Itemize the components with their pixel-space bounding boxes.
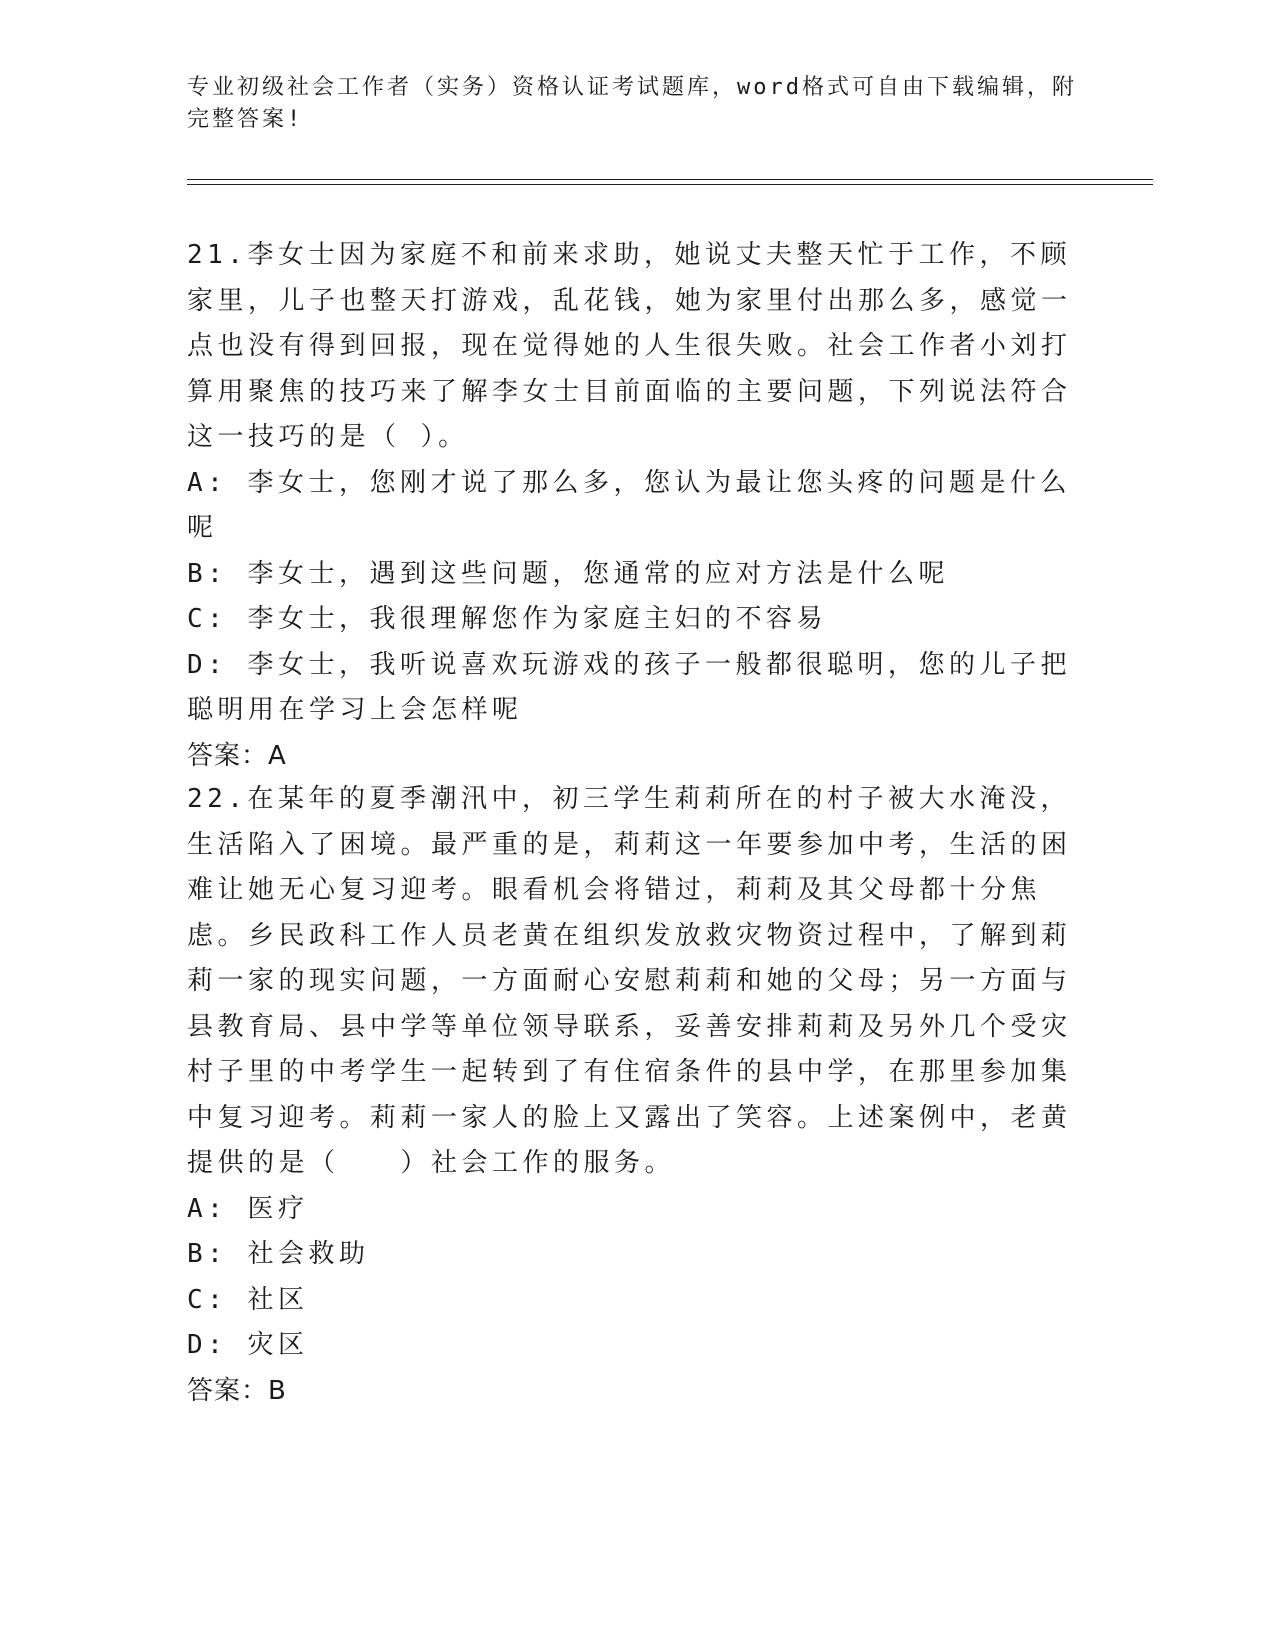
option-a: A: 医疗 xyxy=(187,1193,309,1224)
option-a: A: 李女士，您刚才说了那么多，您认为最让您头疼的问题是什么呢 xyxy=(187,467,1071,543)
document-header: 专业初级社会工作者（实务）资格认证考试题库，word格式可自由下载编辑，附完整答案! xyxy=(187,75,1077,132)
answer-label: 答案：A xyxy=(187,740,287,771)
option-d: D: 灾区 xyxy=(187,1330,309,1360)
question-21 xyxy=(187,233,1077,779)
header-divider-line xyxy=(187,179,1153,180)
option-d: D: 李女士，我听说喜欢玩游戏的孩子一般都很聪明，您的儿子把聪明用在学习上会怎样呢 xyxy=(187,649,1071,725)
question-22 xyxy=(187,777,1077,1414)
option-b: B: 李女士，遇到这些问题，您通常的应对方法是什么呢 xyxy=(187,558,949,589)
header-divider-line-secondary xyxy=(187,184,1153,185)
option-c: C: 李女士，我很理解您作为家庭主妇的不容易 xyxy=(187,604,827,634)
option-b: B: 社会救助 xyxy=(187,1239,370,1269)
question-stem: 21.李女士因为家庭不和前来求助，她说丈夫整天忙于工作，不顾家里，儿子也整天打游戏，乱花钱，她为家里付出那么多，感觉一点也没有得到回报，现在觉得她的人生很失败。社会工作者小刘打算用聚焦的技巧来了解李女士目前面临的主要问题，下列说法符合这一技巧的是（ ）。 xyxy=(187,240,1072,452)
question-stem: 22.在某年的夏季潮汛中，初三学生莉莉所在的村子被大水淹没，生活陷入了困境。最严重的是，莉莉这一年要参加中考，生活的困难让她无心复习迎考。眼看机会将错过，莉莉及其父母都十分焦虑。乡民政科工作人员老黄在组织发放救灾物资过程中，了解到莉莉一家的现实问题，一方面耐心安慰莉莉和她的父母；另一方面与县教育局、县中学等单位领导联系，妥善安排莉莉及另外几个受灾村子里的中考学生一起转到了有住宿条件的县中学，在那里参加集中复习迎考。莉莉一家人的脸上又露出了笑容。上述案例中，老黄提供的是（ ）社会工作的服务。 xyxy=(187,784,1072,1178)
answer-label: 答案：B xyxy=(187,1375,287,1406)
option-c: C: 社区 xyxy=(187,1284,309,1315)
